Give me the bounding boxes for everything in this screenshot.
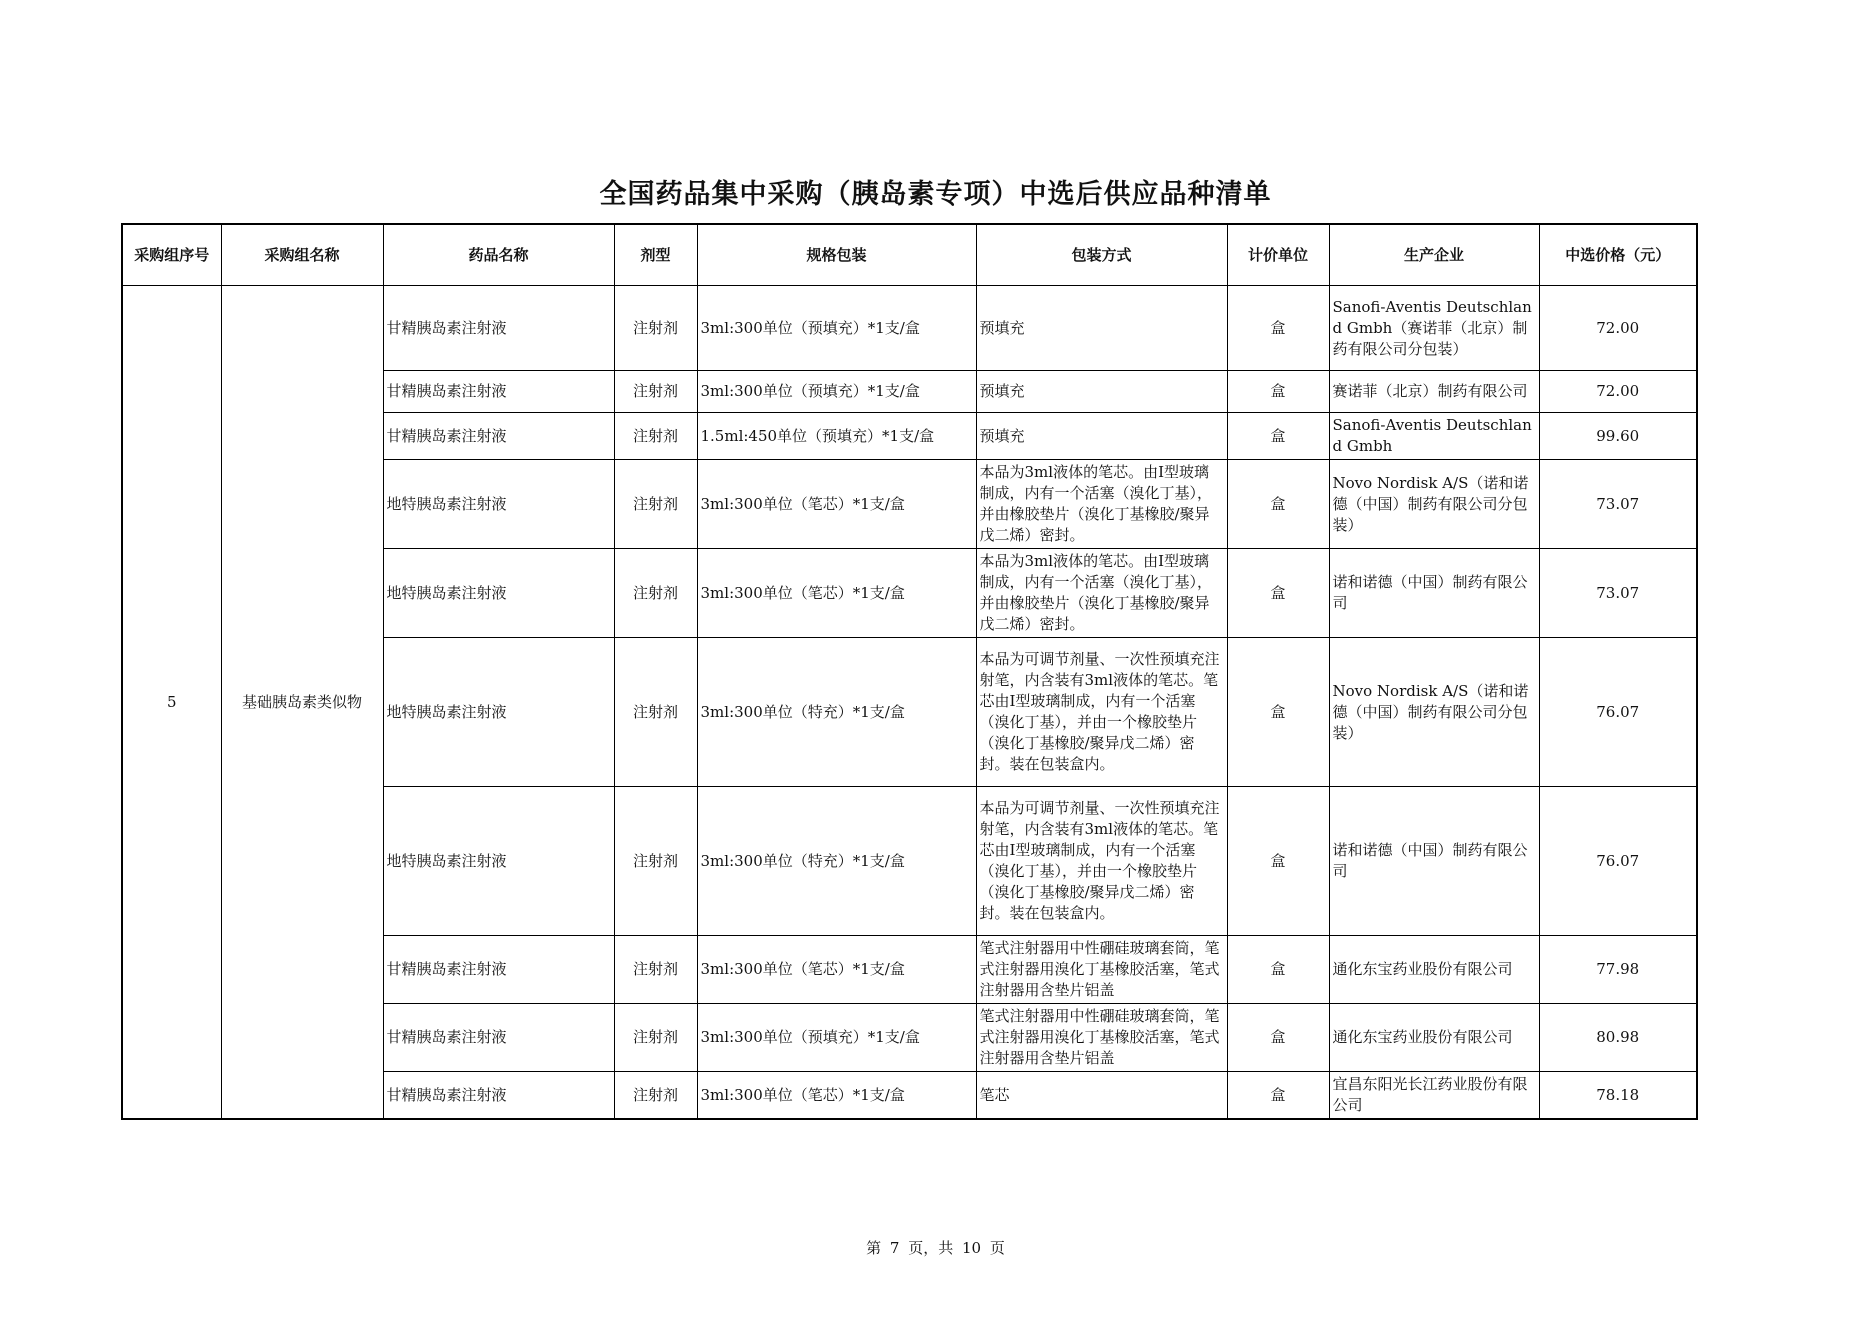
drug-name: 地特胰岛素注射液 <box>383 787 614 936</box>
manufacturer: 诺和诺德（中国）制药有限公司 <box>1329 549 1539 638</box>
header-row <box>122 224 1697 286</box>
dosage-form: 注射剂 <box>614 286 697 371</box>
packing: 笔式注射器用中性硼硅玻璃套筒，笔式注射器用溴化丁基橡胶活塞，笔式注射器用含垫片铝盖 <box>976 936 1227 1004</box>
drug-name: 甘精胰岛素注射液 <box>383 413 614 460</box>
manufacturer: Sanofi-Aventis Deutschland Gmbh（赛诺菲（北京）制药有限公司分包装） <box>1329 286 1539 371</box>
drug-name: 地特胰岛素注射液 <box>383 638 614 787</box>
unit: 盒 <box>1227 936 1329 1004</box>
price: 76.07 <box>1539 787 1697 936</box>
price: 77.98 <box>1539 936 1697 1004</box>
group-number: 5 <box>122 286 221 1120</box>
dosage-form: 注射剂 <box>614 460 697 549</box>
header-drug-name: 药品名称 <box>383 224 614 286</box>
unit: 盒 <box>1227 638 1329 787</box>
manufacturer: 诺和诺德（中国）制药有限公司 <box>1329 787 1539 936</box>
packing: 预填充 <box>976 286 1227 371</box>
dosage-form: 注射剂 <box>614 371 697 413</box>
footer-prefix: 第 <box>866 1239 882 1257</box>
price: 73.07 <box>1539 460 1697 549</box>
dosage-form: 注射剂 <box>614 1004 697 1072</box>
manufacturer: Novo Nordisk A/S（诺和诺德（中国）制药有限公司分包装） <box>1329 460 1539 549</box>
drug-name: 甘精胰岛素注射液 <box>383 371 614 413</box>
packing: 笔芯 <box>976 1072 1227 1120</box>
manufacturer: 宜昌东阳光长江药业股份有限公司 <box>1329 1072 1539 1120</box>
unit: 盒 <box>1227 1004 1329 1072</box>
page-footer <box>0 1237 1871 1258</box>
packing: 本品为可调节剂量、一次性预填充注射笔，内含装有3ml液体的笔芯。笔芯由I型玻璃制成，内有一个活塞（溴化丁基），并由一个橡胶垫片（溴化丁基橡胶/聚异戊二烯）密封。装在包装盒内。 <box>976 638 1227 787</box>
header-manufacturer: 生产企业 <box>1329 224 1539 286</box>
unit: 盒 <box>1227 413 1329 460</box>
spec: 3ml:300单位（预填充）*1支/盒 <box>697 286 976 371</box>
header-packing: 包装方式 <box>976 224 1227 286</box>
packing: 本品为可调节剂量、一次性预填充注射笔，内含装有3ml液体的笔芯。笔芯由I型玻璃制成，内有一个活塞（溴化丁基），并由一个橡胶垫片（溴化丁基橡胶/聚异戊二烯）密封。装在包装盒内。 <box>976 787 1227 936</box>
spec: 3ml:300单位（笔芯）*1支/盒 <box>697 460 976 549</box>
header-group-name: 采购组名称 <box>221 224 383 286</box>
unit: 盒 <box>1227 460 1329 549</box>
spec: 3ml:300单位（特充）*1支/盒 <box>697 638 976 787</box>
price: 99.60 <box>1539 413 1697 460</box>
spec: 3ml:300单位（笔芯）*1支/盒 <box>697 936 976 1004</box>
header-spec: 规格包装 <box>697 224 976 286</box>
price: 72.00 <box>1539 286 1697 371</box>
dosage-form: 注射剂 <box>614 549 697 638</box>
spec: 1.5ml:450单位（预填充）*1支/盒 <box>697 413 976 460</box>
dosage-form: 注射剂 <box>614 638 697 787</box>
spec: 3ml:300单位（预填充）*1支/盒 <box>697 1004 976 1072</box>
packing: 本品为3ml液体的笔芯。由I型玻璃制成，内有一个活塞（溴化丁基），并由橡胶垫片（溴化丁基橡胶/聚异戊二烯）密封。 <box>976 460 1227 549</box>
unit: 盒 <box>1227 371 1329 413</box>
procurement-table <box>121 223 1698 1120</box>
packing: 笔式注射器用中性硼硅玻璃套筒，笔式注射器用溴化丁基橡胶活塞，笔式注射器用含垫片铝盖 <box>976 1004 1227 1072</box>
price: 72.00 <box>1539 371 1697 413</box>
header-unit: 计价单位 <box>1227 224 1329 286</box>
header-dosage-form: 剂型 <box>614 224 697 286</box>
unit: 盒 <box>1227 787 1329 936</box>
spec: 3ml:300单位（笔芯）*1支/盒 <box>697 1072 976 1120</box>
manufacturer: 赛诺菲（北京）制药有限公司 <box>1329 371 1539 413</box>
drug-name: 地特胰岛素注射液 <box>383 549 614 638</box>
table-row <box>122 286 1697 371</box>
spec: 3ml:300单位（笔芯）*1支/盒 <box>697 549 976 638</box>
manufacturer: 通化东宝药业股份有限公司 <box>1329 936 1539 1004</box>
group-name: 基础胰岛素类似物 <box>221 286 383 1120</box>
spec: 3ml:300单位（特充）*1支/盒 <box>697 787 976 936</box>
drug-name: 甘精胰岛素注射液 <box>383 1072 614 1120</box>
unit: 盒 <box>1227 286 1329 371</box>
manufacturer: Sanofi-Aventis Deutschland Gmbh <box>1329 413 1539 460</box>
unit: 盒 <box>1227 549 1329 638</box>
manufacturer: 通化东宝药业股份有限公司 <box>1329 1004 1539 1072</box>
drug-name: 甘精胰岛素注射液 <box>383 286 614 371</box>
drug-name: 地特胰岛素注射液 <box>383 460 614 549</box>
unit: 盒 <box>1227 1072 1329 1120</box>
dosage-form: 注射剂 <box>614 1072 697 1120</box>
dosage-form: 注射剂 <box>614 936 697 1004</box>
packing: 本品为3ml液体的笔芯。由I型玻璃制成，内有一个活塞（溴化丁基），并由橡胶垫片（溴化丁基橡胶/聚异戊二烯）密封。 <box>976 549 1227 638</box>
packing: 预填充 <box>976 371 1227 413</box>
dosage-form: 注射剂 <box>614 787 697 936</box>
footer-page-number: 7 <box>889 1239 900 1257</box>
price: 78.18 <box>1539 1072 1697 1120</box>
header-price: 中选价格（元） <box>1539 224 1697 286</box>
price: 73.07 <box>1539 549 1697 638</box>
manufacturer: Novo Nordisk A/S（诺和诺德（中国）制药有限公司分包装） <box>1329 638 1539 787</box>
drug-name: 甘精胰岛素注射液 <box>383 936 614 1004</box>
drug-name: 甘精胰岛素注射液 <box>383 1004 614 1072</box>
footer-total-pages: 10 <box>962 1239 982 1257</box>
packing: 预填充 <box>976 413 1227 460</box>
header-group-number: 采购组序号 <box>122 224 221 286</box>
footer-suffix: 页 <box>989 1239 1005 1257</box>
spec: 3ml:300单位（预填充）*1支/盒 <box>697 371 976 413</box>
price: 76.07 <box>1539 638 1697 787</box>
footer-middle: 页，共 <box>908 1239 954 1257</box>
dosage-form: 注射剂 <box>614 413 697 460</box>
document-title: 全国药品集中采购（胰岛素专项）中选后供应品种清单 <box>599 179 1272 210</box>
price: 80.98 <box>1539 1004 1697 1072</box>
